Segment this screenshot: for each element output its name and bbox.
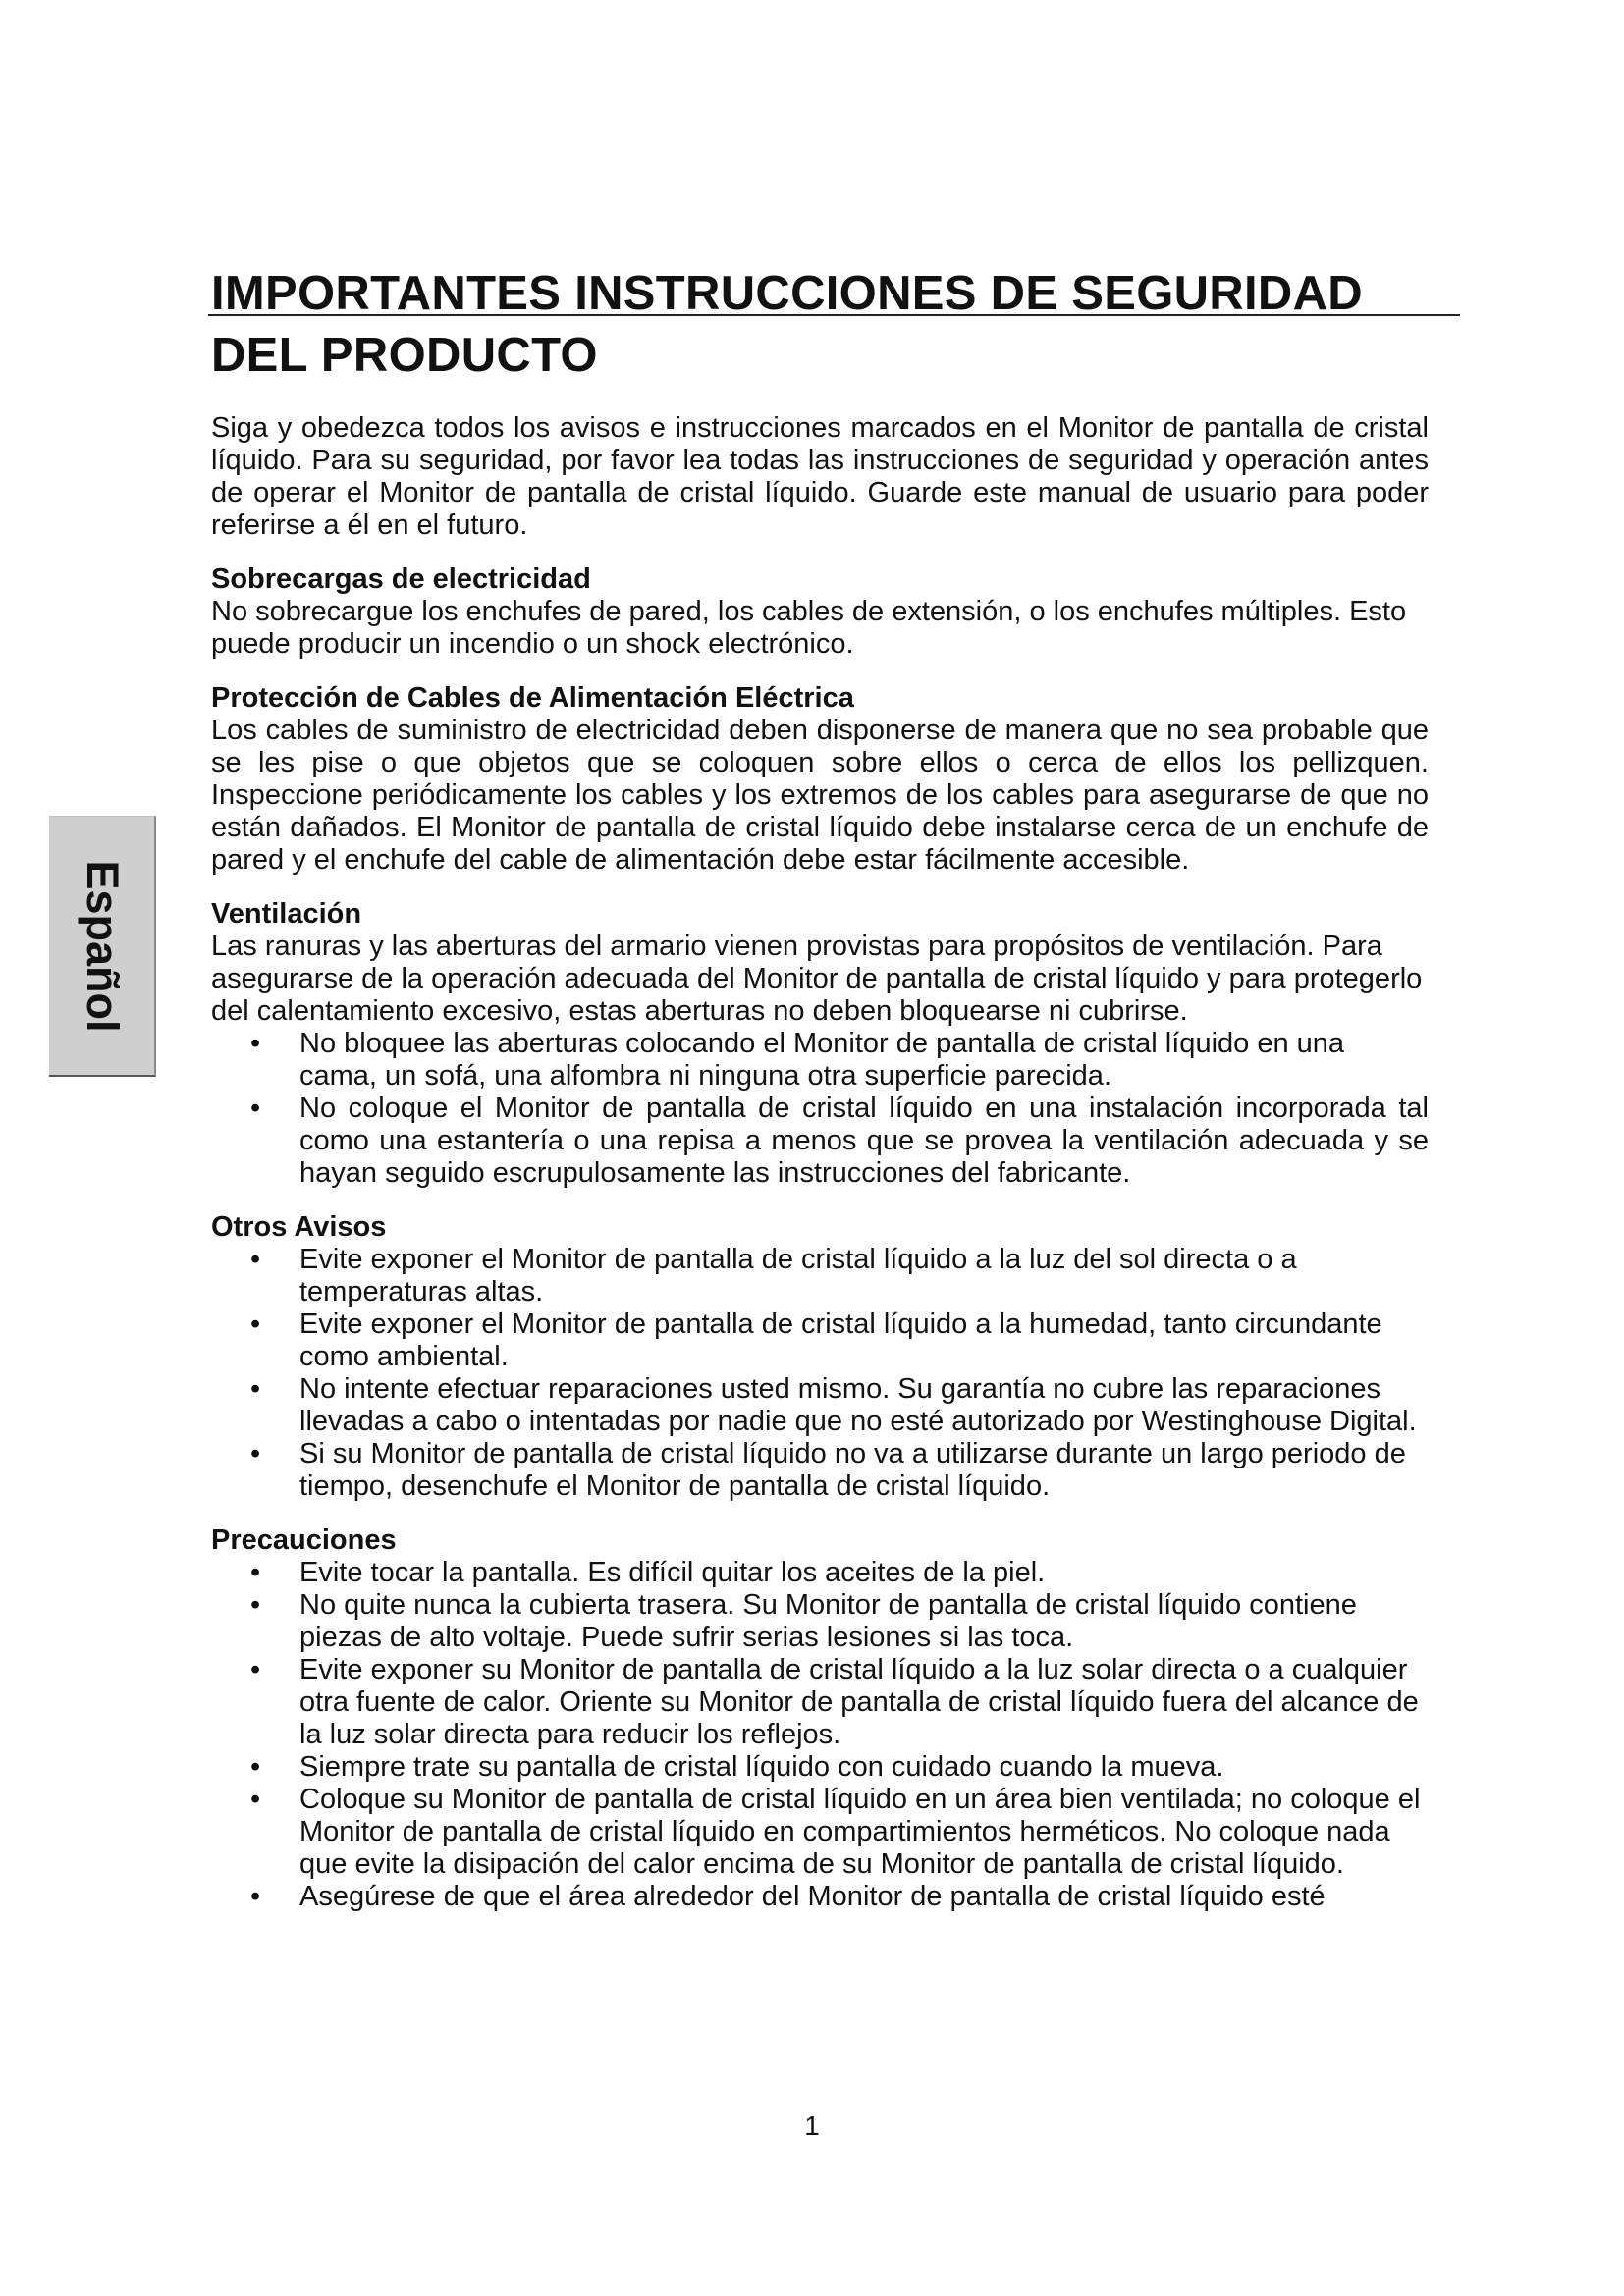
section-text: Las ranuras y las aberturas del armario vienen provistas para propósitos de ventilación. Para asegurarse de la operación adecuada del Monitor de pantalla de cristal líquido y para protegerlo del calentamiento excesivo, estas aberturas no deben bloquearse ni cubrirse. xyxy=(211,931,1423,1027)
intro-paragraph: Siga y obedezca todos los avisos e instrucciones marcados en el Monitor de pantalla de cristal líquido. Para su seguridad, por favor lea todas las instrucciones de seguridad y operación antes de operar el Monitor de pantalla de cristal líquido. Guarde este manual de usuario para poder referirse a él en el futuro. xyxy=(211,412,1429,541)
language-tab xyxy=(49,816,156,1077)
page-title xyxy=(211,263,1363,387)
list-item: • No quite nunca la cubierta trasera. Su Monitor de pantalla de cristal líquido contiene piezas de alto voltaje. Puede sufrir serias lesiones si las toca. xyxy=(299,1589,1429,1654)
list-item: • Evite exponer su Monitor de pantalla de cristal líquido a la luz solar directa o a cualquier otra fuente de calor. Oriente su Monitor de pantalla de cristal líquido fuera del alcance de la luz solar directa para reducir los reflejos. xyxy=(299,1654,1429,1751)
section-precautions xyxy=(211,1524,1429,1913)
section-other-warnings xyxy=(211,1211,1429,1503)
list-item: • Evite tocar la pantalla. Es difícil quitar los aceites de la piel. xyxy=(299,1557,1429,1589)
page-title-line-1: IMPORTANTES INSTRUCCIONES DE SEGURIDAD xyxy=(211,267,1363,320)
list-item: • Evite exponer el Monitor de pantalla de cristal líquido a la humedad, tanto circundante como ambiental. xyxy=(299,1308,1429,1373)
section-overload xyxy=(211,563,1429,661)
document-body xyxy=(211,412,1429,1913)
section-heading: Otros Avisos xyxy=(211,1211,387,1243)
bullet-list xyxy=(211,1244,1429,1503)
list-item: • Siempre trate su pantalla de cristal líquido con cuidado cuando la mueva. xyxy=(299,1751,1429,1784)
list-item: • Asegúrese de que el área alrededor del Monitor de pantalla de cristal líquido esté xyxy=(299,1881,1429,1913)
language-tab-label: Español xyxy=(77,859,128,1033)
section-heading: Ventilación xyxy=(211,898,362,930)
page-title-line-2: DEL PRODUCTO xyxy=(211,329,598,382)
section-heading: Protección de Cables de Alimentación Eléctrica xyxy=(211,682,854,714)
list-item: • Evite exponer el Monitor de pantalla de cristal líquido a la luz del sol directa o a temperaturas altas. xyxy=(299,1244,1429,1308)
section-text: Los cables de suministro de electricidad deben disponerse de manera que no sea probable que se les pise o que objetos que se coloquen sobre ellos o cerca de ellos los pellizquen. Inspeccione periódicamente los cables y los extremos de los cables para asegurarse de que no están dañados. El Monitor de pantalla de cristal líquido debe instalarse cerca de un enchufe de pared y el enchufe del cable de alimentación debe estar fácilmente accesible. xyxy=(211,715,1429,876)
bullet-list xyxy=(211,1557,1429,1913)
page-number: 1 xyxy=(804,2110,820,2141)
list-item: • Si su Monitor de pantalla de cristal líquido no va a utilizarse durante un largo periodo de tiempo, desenchufe el Monitor de pantalla de cristal líquido. xyxy=(299,1438,1429,1503)
bullet-list xyxy=(211,1028,1429,1190)
list-item: • No intente efectuar reparaciones usted mismo. Su garantía no cubre las reparaciones llevadas a cabo o intentadas por nadie que no esté autorizado por Westinghouse Digital. xyxy=(299,1373,1429,1438)
list-item: • No coloque el Monitor de pantalla de cristal líquido en una instalación incorporada tal como una estantería o una repisa a menos que se provea la ventilación adecuada y se hayan seguido escrupulosamente las instrucciones del fabricante. xyxy=(299,1093,1429,1190)
section-text: No sobrecargue los enchufes de pared, los cables de extensión, o los enchufes múltiples. Esto puede producir un incendio o un shock electrónico. xyxy=(211,596,1407,660)
list-item: • No bloquee las aberturas colocando el Monitor de pantalla de cristal líquido en una cama, un sofá, una alfombra ni ninguna otra superficie parecida. xyxy=(299,1028,1429,1093)
list-item: • Coloque su Monitor de pantalla de cristal líquido en un área bien ventilada; no coloque el Monitor de pantalla de cristal líquido en compartimientos herméticos. No coloque nada que evite la disipación del calor encima de su Monitor de pantalla de cristal líquido. xyxy=(299,1784,1429,1881)
section-ventilation xyxy=(211,898,1429,1190)
section-cables xyxy=(211,682,1429,877)
section-heading: Sobrecargas de electricidad xyxy=(211,563,591,595)
section-heading: Precauciones xyxy=(211,1524,397,1556)
